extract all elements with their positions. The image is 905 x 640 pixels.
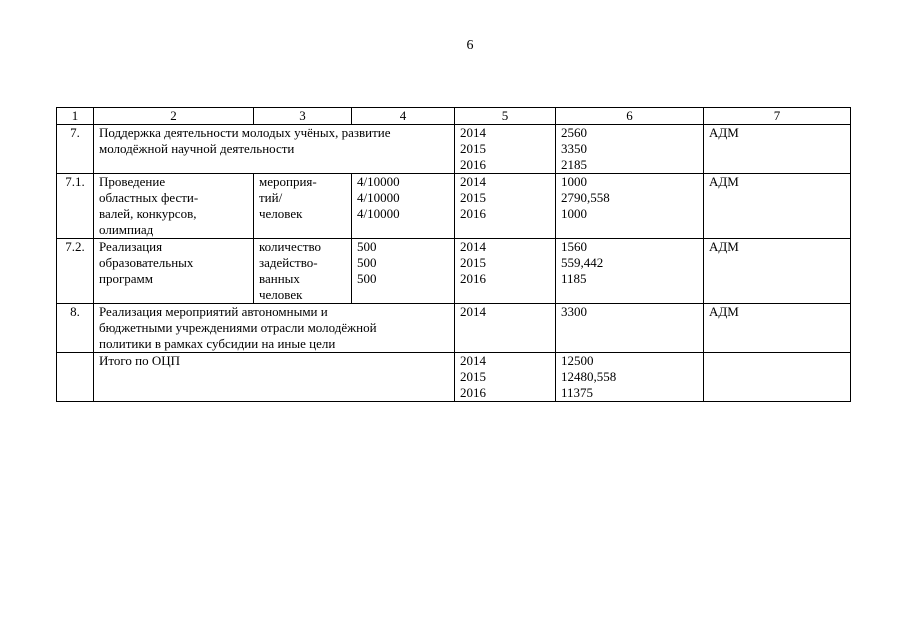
row-amounts: 1000 2790,558 1000: [556, 174, 704, 239]
row-name: Поддержка деятельности молодых учёных, развитие молодёжной научной деятельности: [94, 125, 455, 174]
row-indicator: 500 500 500: [352, 239, 455, 304]
row-name: Реализация мероприятий автономными и бюджетными учреждениями отрасли молодёжной политики в рамках субсидии на иные цели: [94, 304, 455, 353]
row-number: 7.2.: [57, 239, 94, 304]
row-number: 8.: [57, 304, 94, 353]
row-executor: АДМ: [704, 239, 851, 304]
row-name: Реализация образовательных программ: [94, 239, 254, 304]
row-number: 7.: [57, 125, 94, 174]
row-indicator: 4/10000 4/10000 4/10000: [352, 174, 455, 239]
row-name: Итого по ОЦП: [94, 353, 455, 402]
row-name: Проведение областных фести- валей, конкурсов, олимпиад: [94, 174, 254, 239]
row-executor: [704, 353, 851, 402]
row-executor: АДМ: [704, 125, 851, 174]
table-row: [57, 174, 851, 239]
row-years: 2014: [455, 304, 556, 353]
table-header-row: [57, 108, 851, 125]
row-years: 2014 2015 2016: [455, 174, 556, 239]
program-table: [56, 107, 851, 402]
table-row: [57, 239, 851, 304]
column-header: 1: [57, 108, 94, 125]
table-row: [57, 304, 851, 353]
row-amounts: 12500 12480,558 11375: [556, 353, 704, 402]
row-number: [57, 353, 94, 402]
column-header: 7: [704, 108, 851, 125]
column-header: 2: [94, 108, 254, 125]
row-unit: мероприя- тий/ человек: [254, 174, 352, 239]
row-unit: количество задейство- ванных человек: [254, 239, 352, 304]
page-number: 6: [466, 38, 474, 53]
column-header: 6: [556, 108, 704, 125]
row-years: 2014 2015 2016: [455, 353, 556, 402]
row-executor: АДМ: [704, 304, 851, 353]
row-amounts: 2560 3350 2185: [556, 125, 704, 174]
row-executor: АДМ: [704, 174, 851, 239]
row-years: 2014 2015 2016: [455, 239, 556, 304]
table-row: [57, 125, 851, 174]
row-amounts: 1560 559,442 1185: [556, 239, 704, 304]
column-header: 4: [352, 108, 455, 125]
column-header: 3: [254, 108, 352, 125]
row-number: 7.1.: [57, 174, 94, 239]
row-amounts: 3300: [556, 304, 704, 353]
table-row-total: [57, 353, 851, 402]
column-header: 5: [455, 108, 556, 125]
row-years: 2014 2015 2016: [455, 125, 556, 174]
